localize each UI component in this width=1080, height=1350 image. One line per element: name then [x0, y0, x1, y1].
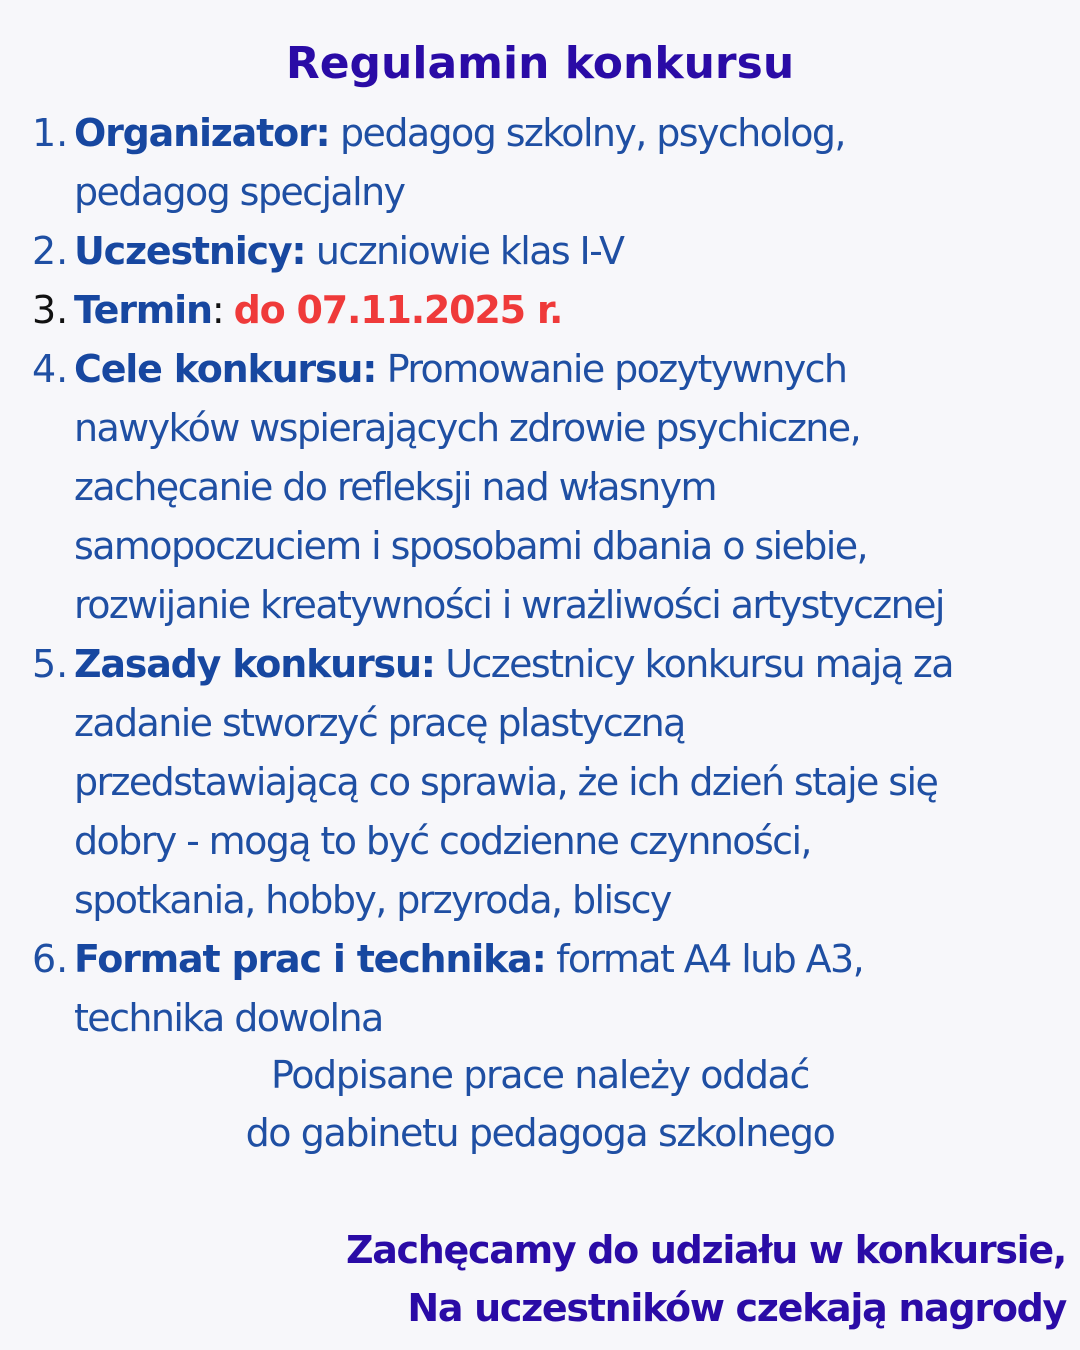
closing-line: Na uczestników czekają nagrody	[407, 1286, 1066, 1330]
rule-line: spotkania, hobby, przyroda, bliscy	[74, 878, 671, 922]
rule-number: 4.	[32, 347, 69, 391]
rule-number: 2.	[32, 229, 69, 273]
rule-line: rozwijanie kreatywności i wrażliwości artystycznej	[74, 583, 944, 627]
rule-line	[74, 930, 1080, 989]
rules-list	[0, 104, 1080, 1048]
closing-line: Zachęcamy do udziału w konkursie,	[345, 1228, 1066, 1272]
rule-organizer	[0, 104, 1080, 222]
rule-line: dobry - mogą to być codzienne czynności,	[74, 819, 811, 863]
rule-label: Cele konkursu:	[74, 347, 377, 391]
rule-participants	[0, 222, 1080, 281]
rule-line: nawyków wspierających zdrowie psychiczne,	[74, 406, 861, 450]
rule-number: 5.	[32, 642, 69, 686]
rule-line: technika dowolna	[74, 996, 383, 1040]
deadline-date: do 07.11.2025 r.	[233, 288, 563, 332]
page-title: Regulamin konkursu	[285, 38, 795, 89]
rule-text: Promowanie pozytywnych	[386, 347, 847, 391]
rule-line	[74, 340, 1080, 399]
rule-line	[74, 104, 1080, 163]
rule-text: uczniowie klas I-V	[315, 229, 624, 273]
rule-number: 3.	[32, 288, 69, 332]
rule-line: zadanie stworzyć pracę plastyczną	[74, 701, 685, 745]
rule-deadline	[0, 281, 1080, 340]
rule-text: Uczestnicy konkursu mają za	[445, 642, 953, 686]
rule-label: Uczestnicy:	[74, 229, 306, 273]
rule-line: samopoczuciem i sposobami dbania o siebie,	[74, 524, 868, 568]
rule-number: 6.	[32, 937, 69, 981]
rule-format	[0, 930, 1080, 1048]
rule-principles	[0, 635, 1080, 930]
submission-note-line: Podpisane prace należy oddać	[271, 1053, 809, 1097]
rule-text: pedagog szkolny, psycholog,	[340, 111, 845, 155]
rule-label: Format prac i technika:	[74, 937, 546, 981]
rule-line	[74, 635, 1080, 694]
rule-label: Zasady konkursu:	[74, 642, 435, 686]
rule-line	[74, 222, 1080, 281]
submission-note	[0, 1046, 1080, 1162]
rule-label: Termin	[74, 288, 212, 332]
submission-note-line: do gabinetu pedagoga szkolnego	[245, 1111, 835, 1155]
rule-number: 1.	[32, 111, 69, 155]
rule-line	[74, 281, 1080, 340]
closing-message	[346, 1221, 1066, 1337]
rule-goals	[0, 340, 1080, 635]
rule-line: zachęcanie do refleksji nad własnym	[74, 465, 716, 509]
rule-line: pedagog specjalny	[74, 170, 405, 214]
rule-text: format A4 lub A3,	[556, 937, 864, 981]
rule-line: przedstawiającą co sprawia, że ich dzień staje się	[74, 760, 938, 804]
rule-label: Organizator:	[74, 111, 330, 155]
rule-colon: :	[211, 288, 224, 332]
